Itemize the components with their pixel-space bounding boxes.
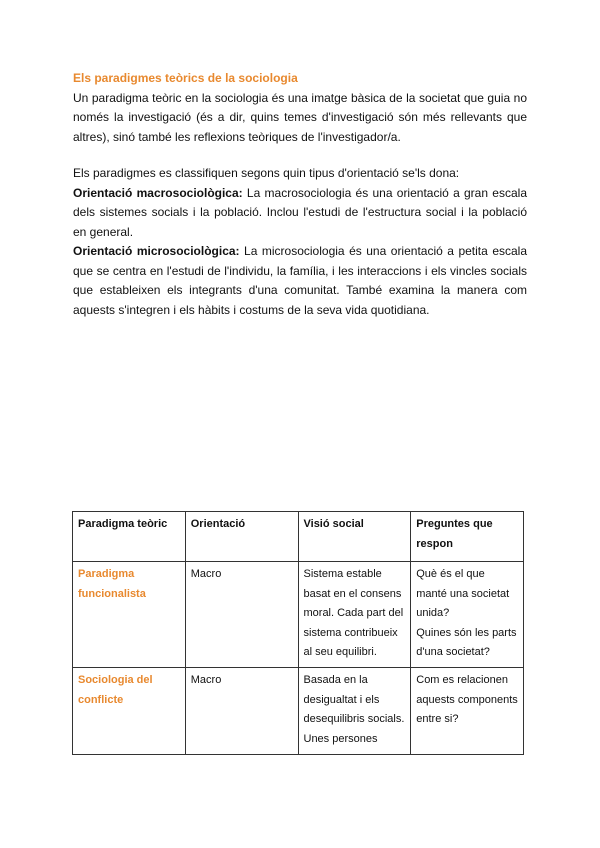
micro-text: La microsociologia és una orientació a petita escala que se centra en l'estudi de l'individu, la família, i les interaccions i els vincles socials que estableixen els integrants d'una comunitat. També examina la manera com aquests s'integren i els hàbits i costums de la seva vida quotidiana. bbox=[73, 244, 528, 317]
cell-orientation: Macro bbox=[185, 562, 298, 668]
intro-section bbox=[73, 69, 527, 147]
classification-paragraph: Els paradigmes es classifiquen segons quin tipus d'orientació se'ls dona: bbox=[73, 166, 460, 180]
micro-paragraph bbox=[73, 242, 527, 320]
header-social-view: Visió social bbox=[298, 512, 411, 562]
section-heading: Els paradigmes teòrics de la sociologia bbox=[73, 71, 298, 85]
question: Què és el que manté una societat unida? bbox=[416, 568, 510, 619]
intro-paragraph: Un paradigma teòric en la sociologia és una imatge bàsica de la societat que guia no només la investigació (és a dir, quins temes d'investigació són més rellevants que altres), sinó també les reflexions teòriques de l'investigador/a. bbox=[73, 90, 527, 144]
macro-label: Orientació macrosociològica: bbox=[73, 185, 243, 200]
question: Quines són les parts d'una societat? bbox=[416, 626, 517, 658]
cell-questions bbox=[411, 668, 524, 755]
header-paradigm: Paradigma teòric bbox=[73, 512, 186, 562]
table-row bbox=[73, 562, 524, 668]
table-row bbox=[73, 668, 524, 755]
cell-orientation: Macro bbox=[185, 668, 298, 755]
cell-questions bbox=[411, 562, 524, 668]
header-questions: Preguntes que respon bbox=[411, 512, 524, 562]
paradigms-table bbox=[72, 511, 524, 755]
header-orientation: Orientació bbox=[185, 512, 298, 562]
cell-paradigm: Sociologia del conflicte bbox=[73, 668, 186, 755]
cell-paradigm: Paradigma funcionalista bbox=[73, 562, 186, 668]
micro-label: Orientació microsociològica: bbox=[73, 244, 240, 258]
table-header-row bbox=[73, 512, 524, 562]
question: Com es relacionen aquests components entre si? bbox=[416, 674, 518, 725]
cell-social-view: Sistema estable basat en el consens moral. Cada part del sistema contribueix al seu equilibri. bbox=[298, 562, 411, 668]
macro-paragraph bbox=[73, 184, 527, 243]
macro-text: La macrosociologia és una orientació a gran escala dels sistemes socials i la població. Inclou l'estudi de l'estructura social i la població en general. bbox=[73, 185, 527, 239]
orientation-section bbox=[73, 164, 527, 320]
cell-social-view: Basada en la desigualtat i els desequilibris socials. Unes persones bbox=[298, 668, 411, 755]
